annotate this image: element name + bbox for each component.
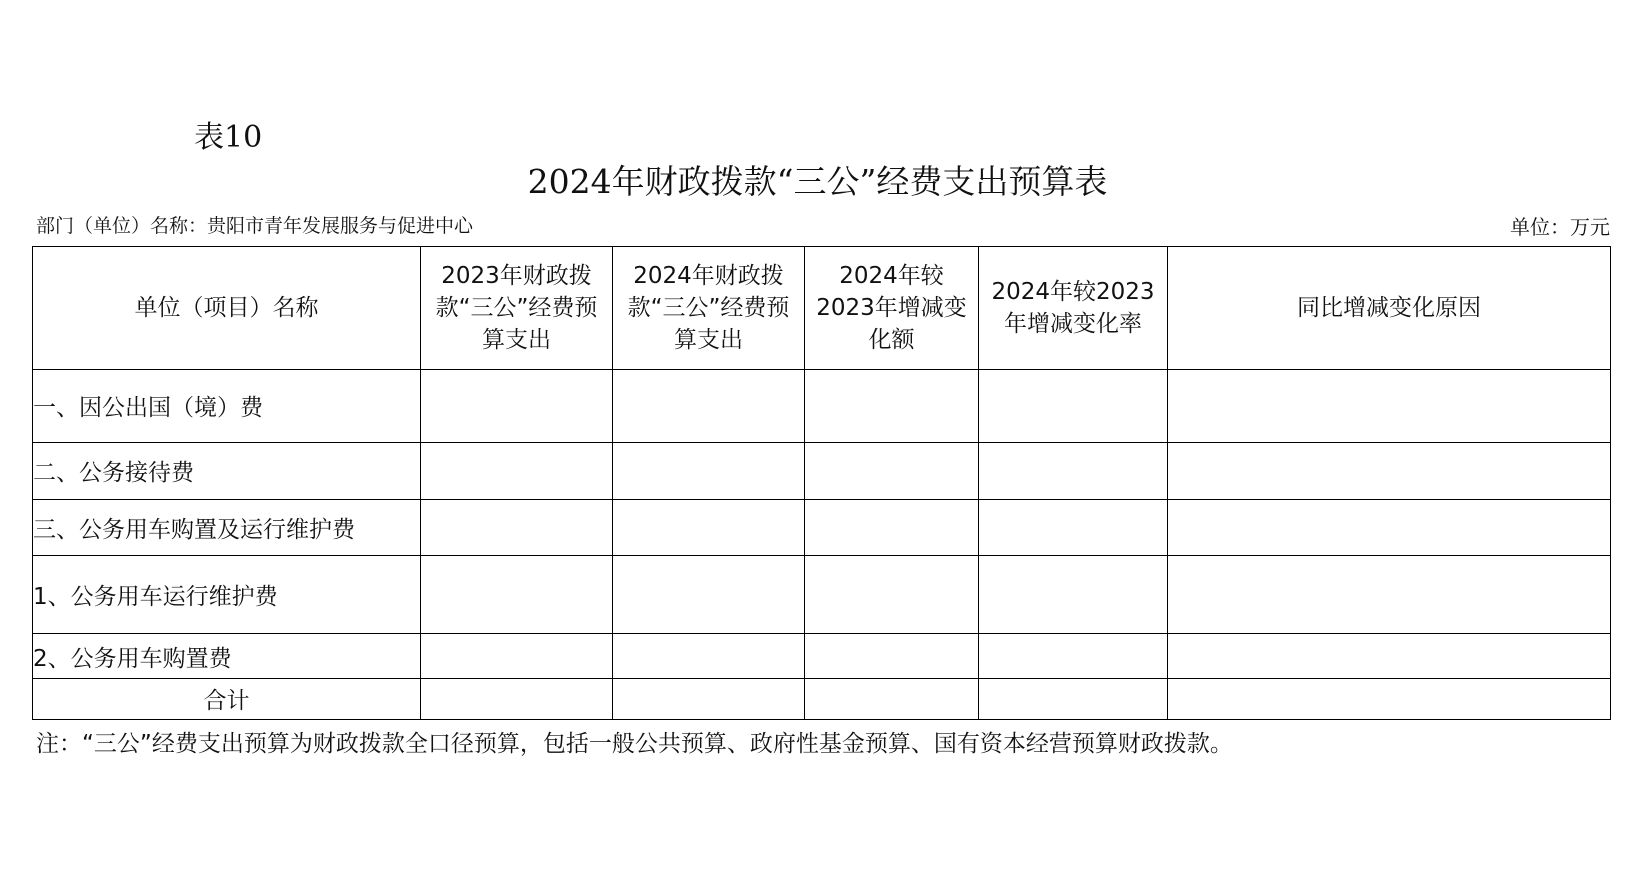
table-number: 表10 <box>194 120 263 155</box>
table-cell <box>805 443 979 499</box>
table-row <box>33 634 1611 678</box>
department-name: 部门（单位）名称：贵阳市青年发展服务与促进中心 <box>36 215 474 237</box>
row-label-total: 合计 <box>33 678 421 719</box>
col-header-change-amount: 2024年较2023年增减变化额 <box>805 247 979 370</box>
col-header-change-rate: 2024年较2023年增减变化率 <box>979 247 1168 370</box>
table-cell <box>805 499 979 555</box>
budget-table <box>32 246 1611 720</box>
table-row <box>33 369 1611 442</box>
table-cell <box>421 443 613 499</box>
table-row <box>33 443 1611 499</box>
col-header-2024-budget: 2024年财政拨款“三公”经费预算支出 <box>613 247 805 370</box>
table-cell <box>421 499 613 555</box>
table-cell <box>979 634 1168 678</box>
table-cell <box>979 499 1168 555</box>
table-row <box>33 499 1611 555</box>
table-cell <box>805 678 979 719</box>
table-cell <box>979 678 1168 719</box>
table-cell <box>421 678 613 719</box>
table-cell <box>1168 369 1611 442</box>
col-header-reason: 同比增减变化原因 <box>1168 247 1611 370</box>
table-row <box>33 555 1611 633</box>
table-cell <box>421 369 613 442</box>
table-cell <box>613 678 805 719</box>
row-label-overseas: 一、因公出国（境）费 <box>33 369 421 442</box>
table-cell <box>421 555 613 633</box>
table-cell <box>805 369 979 442</box>
table-cell <box>613 443 805 499</box>
table-total-row <box>33 678 1611 719</box>
table-cell <box>1168 499 1611 555</box>
table-cell <box>421 634 613 678</box>
table-cell <box>613 369 805 442</box>
row-label-vehicle-purchase: 2、公务用车购置费 <box>33 634 421 678</box>
row-label-vehicle: 三、公务用车购置及运行维护费 <box>33 499 421 555</box>
col-header-2023-budget: 2023年财政拨款“三公”经费预算支出 <box>421 247 613 370</box>
table-cell <box>979 555 1168 633</box>
table-cell <box>1168 443 1611 499</box>
document-title: 2024年财政拨款“三公”经费支出预算表 <box>527 162 1108 201</box>
table-header-row <box>33 247 1611 370</box>
table-cell <box>1168 555 1611 633</box>
table-cell <box>1168 678 1611 719</box>
table-cell <box>979 443 1168 499</box>
table-cell <box>805 634 979 678</box>
table-cell <box>1168 634 1611 678</box>
row-label-vehicle-operation: 1、公务用车运行维护费 <box>33 555 421 633</box>
col-header-name: 单位（项目）名称 <box>33 247 421 370</box>
unit-label: 单位：万元 <box>1510 215 1610 239</box>
table-cell <box>979 369 1168 442</box>
footnote: 注：“三公”经费支出预算为财政拨款全口径预算，包括一般公共预算、政府性基金预算、国有资本经营预算财政拨款。 <box>36 731 1233 757</box>
row-label-reception: 二、公务接待费 <box>33 443 421 499</box>
table-cell <box>613 555 805 633</box>
table-cell <box>805 555 979 633</box>
table-cell <box>613 499 805 555</box>
table-cell <box>613 634 805 678</box>
